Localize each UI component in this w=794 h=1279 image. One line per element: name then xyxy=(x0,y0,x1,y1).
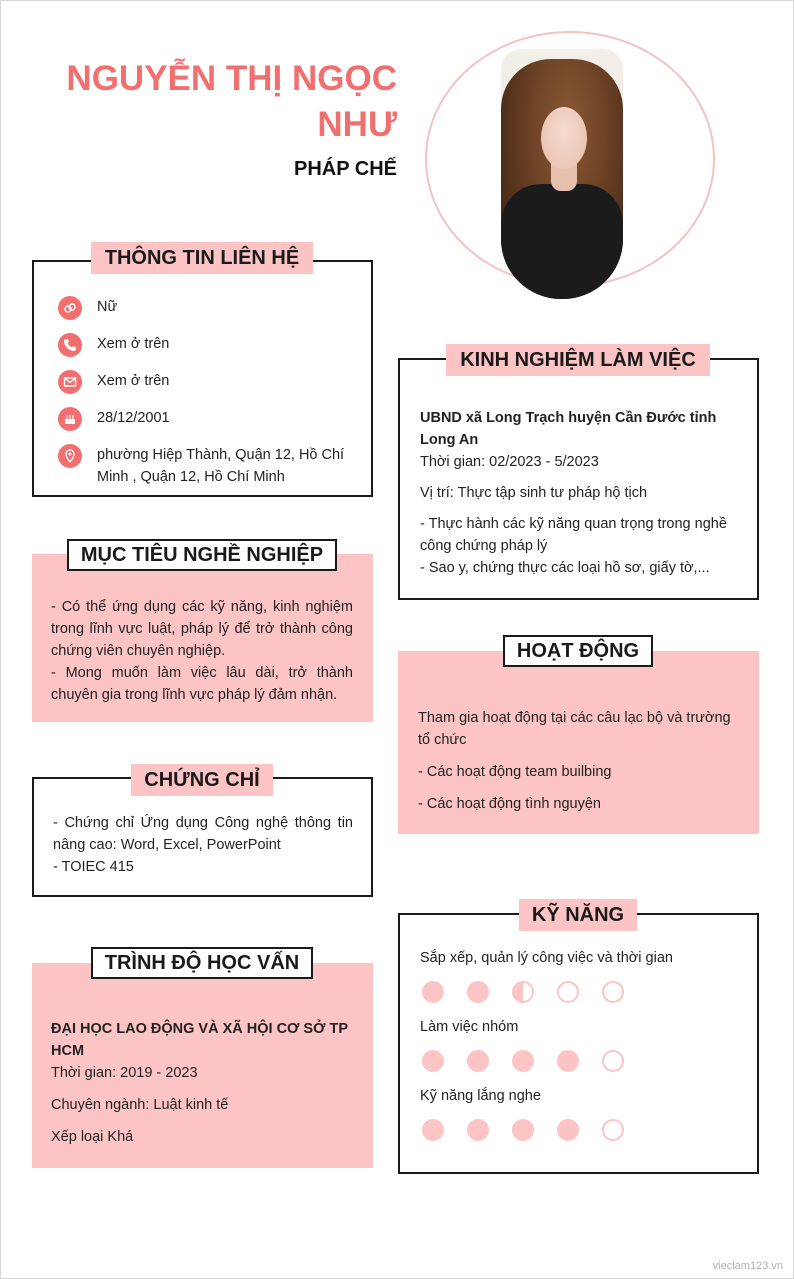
skill-dot xyxy=(602,1119,624,1141)
avatar xyxy=(501,49,623,299)
name-line-2: NHƯ xyxy=(317,105,397,144)
experience-position: Vị trí: Thực tập sinh tư pháp hộ tịch xyxy=(420,485,648,501)
education-school: ĐẠI HỌC LAO ĐỘNG VÀ XÃ HỘI CƠ SỞ TP HCM xyxy=(51,1021,348,1059)
contact-gender: Nữ xyxy=(58,296,117,320)
experience-section xyxy=(398,358,759,600)
objective-line-1: - Có thể ứng dụng các kỹ năng, kinh nghiệm trong lĩnh vực luật, pháp lý để trở thành công chứng viên chuyên nghiệp. xyxy=(51,599,353,659)
skill-dot xyxy=(467,981,489,1003)
contact-email: Xem ở trên xyxy=(58,370,169,394)
education-time: Thời gian: 2019 - 2023 xyxy=(51,1065,198,1081)
skill-dot xyxy=(422,1119,444,1141)
skill-dot xyxy=(467,1050,489,1072)
skill-dot xyxy=(467,1119,489,1141)
certificate-line-1: - Chứng chỉ Ứng dụng Công nghệ thông tin nâng cao: Word, Excel, PowerPoint xyxy=(53,815,353,853)
skill-dot xyxy=(422,981,444,1003)
skill-name-1: Sắp xếp, quản lý công việc và thời gian xyxy=(420,950,673,966)
activities-line-3: - Các hoạt động tình nguyện xyxy=(418,796,601,812)
skill-dot xyxy=(422,1050,444,1072)
email-icon xyxy=(58,370,82,394)
experience-company: UBND xã Long Trạch huyện Cần Đước tỉnh Long An xyxy=(420,410,717,448)
experience-duty-2: - Sao y, chứng thực các loại hồ sơ, giấy tờ,... xyxy=(420,560,710,576)
objective-heading: MỤC TIÊU NGHỀ NGHIỆP xyxy=(67,539,337,571)
name-line-1: NGUYỄN THỊ NGỌC xyxy=(66,59,397,98)
skill-rating-3 xyxy=(422,1119,647,1141)
job-title: PHÁP CHẾ xyxy=(294,158,397,180)
experience-time: Thời gian: 02/2023 - 5/2023 xyxy=(420,454,599,470)
contact-heading: THÔNG TIN LIÊN HỆ xyxy=(91,242,313,274)
skills-section xyxy=(398,913,759,1174)
candidate-name xyxy=(37,56,397,148)
phone-icon xyxy=(58,333,82,357)
certificates-heading: CHỨNG CHỈ xyxy=(131,764,273,796)
activities-line-1: Tham gia hoạt động tại các câu lạc bộ và trường tổ chức xyxy=(418,710,731,748)
contact-phone: Xem ở trên xyxy=(58,333,169,357)
skills-heading: KỸ NĂNG xyxy=(519,899,637,931)
skill-dot xyxy=(512,1119,534,1141)
contact-section xyxy=(32,260,373,497)
education-section xyxy=(32,963,373,1168)
skill-dot xyxy=(557,1050,579,1072)
experience-heading: KINH NGHIỆM LÀM VIỆC xyxy=(446,344,710,376)
objective-line-2: - Mong muốn làm việc lâu dài, trở thành chuyên gia trong lĩnh vực pháp lý đảm nhận. xyxy=(51,665,353,703)
gender-icon xyxy=(58,296,82,320)
experience-duty-1: - Thực hành các kỹ năng quan trọng trong nghề công chứng pháp lý xyxy=(420,516,727,554)
watermark: vieclam123.vn xyxy=(712,1260,783,1272)
skill-dot xyxy=(512,981,534,1003)
location-pin-icon xyxy=(58,444,82,468)
education-rank: Xếp loại Khá xyxy=(51,1129,134,1145)
objective-section xyxy=(32,554,373,722)
skill-rating-1 xyxy=(422,981,647,1003)
activities-section xyxy=(398,651,759,834)
contact-address: phường Hiệp Thành, Quận 12, Hồ Chí Minh , Quận 12, Hồ Chí Minh xyxy=(58,444,348,488)
skill-dot xyxy=(602,981,624,1003)
activities-heading: HOẠT ĐỘNG xyxy=(503,635,653,667)
skill-dot xyxy=(557,981,579,1003)
birthday-cake-icon xyxy=(58,407,82,431)
contact-birthday: 28/12/2001 xyxy=(58,407,170,431)
skill-name-3: Kỹ năng lắng nghe xyxy=(420,1088,541,1104)
skill-rating-2 xyxy=(422,1050,647,1072)
education-major: Chuyên ngành: Luật kinh tế xyxy=(51,1097,229,1113)
skill-name-2: Làm việc nhóm xyxy=(420,1019,519,1035)
education-heading: TRÌNH ĐỘ HỌC VẤN xyxy=(91,947,313,979)
certificate-line-2: - TOIEC 415 xyxy=(53,859,134,875)
skill-dot xyxy=(557,1119,579,1141)
activities-line-2: - Các hoạt động team builbing xyxy=(418,764,612,780)
skill-dot xyxy=(602,1050,624,1072)
skill-dot xyxy=(512,1050,534,1072)
